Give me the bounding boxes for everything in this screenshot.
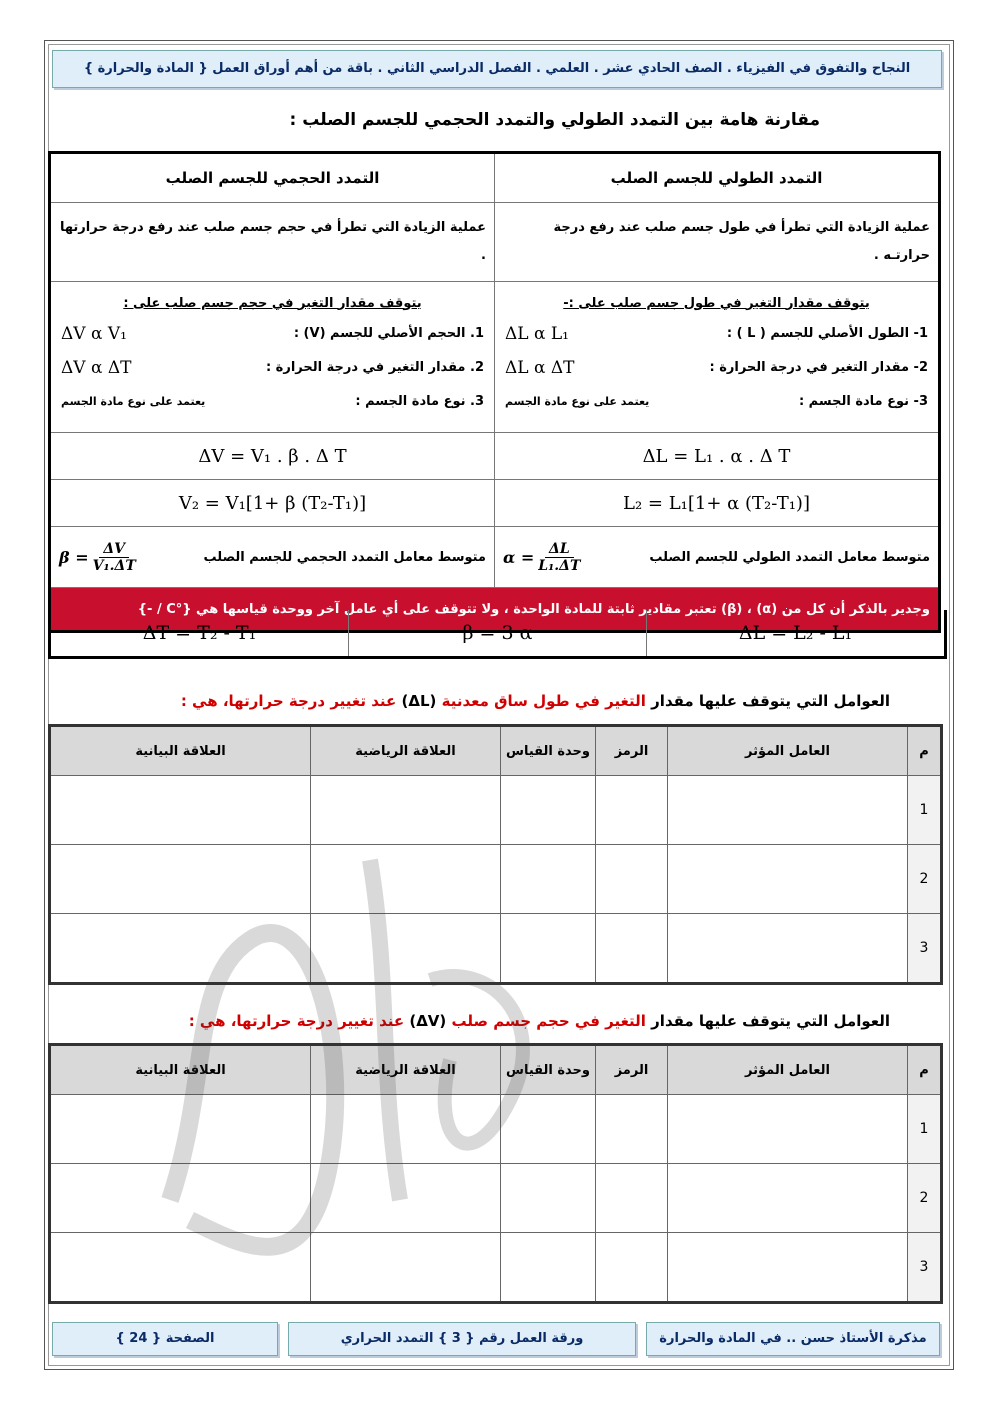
footer-page-number: الصفحة { 24 } <box>52 1322 278 1356</box>
volume-factors <box>50 282 495 433</box>
answer-cell[interactable] <box>50 914 311 984</box>
table-row: 3 <box>50 914 942 984</box>
col-index: م <box>908 1045 942 1095</box>
volume-factor-3: 3. نوع مادة الجسم : يعتمد على نوع مادة الجسم <box>61 394 484 409</box>
linear-factors-title: يتوقف مقدار التغير في طول جسم صلب على :- <box>563 295 870 311</box>
linear-factors-table <box>48 724 943 985</box>
answer-cell[interactable] <box>596 1095 668 1164</box>
answer-cell[interactable] <box>311 776 501 845</box>
answer-cell[interactable] <box>501 1095 596 1164</box>
answer-cell[interactable] <box>50 1233 311 1303</box>
linear-factor-2: 2- مقدار التغير في درجة الحرارة : ΔL α ΔT <box>505 357 928 378</box>
volume-factors-title: يتوقف مقدار التغير في حجم جسم صلب على : <box>123 295 422 311</box>
answer-cell[interactable] <box>50 845 311 914</box>
table-row: 1 <box>50 1095 942 1164</box>
footer-middle: ورقة العمل رقم { 3 } التمدد الحراري <box>288 1322 636 1356</box>
footer-left: مذكرة الأستاذ حسن .. في المادة والحرارة <box>646 1322 940 1356</box>
page-header: النجاح والتفوق في الفيزياء . الصف الحادي عشر . العلمي . الفصل الدراسي الثاني . باقة من أهم أوراق العمل { المادة والحرارة } <box>52 50 942 88</box>
volume-factor-1: 1. الحجم الأصلي للجسم (V) : ΔV α V₁ <box>61 323 484 344</box>
volume-avg-label: متوسط معامل التمدد الحجمي للجسم الصلب <box>203 549 486 565</box>
answer-cell[interactable] <box>668 845 908 914</box>
linear-definition: عملية الزيادة التي تطرأ في طول جسم صلب عند رفع درجة حرارتـه . <box>495 203 940 282</box>
col-unit: وحدة القياس <box>501 726 596 776</box>
volume-equation-1: ΔV = V₁ . β . Δ T <box>50 433 495 480</box>
answer-cell[interactable] <box>668 1164 908 1233</box>
col-factor: العامل المؤثر <box>668 726 908 776</box>
summary-delta-t: ΔT = T₂ - T₁ <box>142 622 257 644</box>
section1-heading: العوامل التي يتوقف عليها مقدار التغير في طول ساق معدنية (ΔL) عند تغيير درجة حرارتها، هي : <box>180 692 890 710</box>
linear-factor-3: 3- نوع مادة الجسم : يعتمد على نوع مادة الجسم <box>505 394 928 409</box>
answer-cell[interactable] <box>596 1164 668 1233</box>
col-unit: وحدة القياس <box>501 1045 596 1095</box>
answer-cell[interactable] <box>501 1164 596 1233</box>
col-symbol: الرمز <box>596 726 668 776</box>
answer-cell[interactable] <box>501 845 596 914</box>
answer-cell[interactable] <box>668 776 908 845</box>
col-graph: العلاقة البيانية <box>50 726 311 776</box>
answer-cell[interactable] <box>50 1164 311 1233</box>
answer-cell[interactable] <box>668 914 908 984</box>
linear-factors <box>495 282 940 433</box>
answer-cell[interactable] <box>311 1095 501 1164</box>
summary-delta-l: ΔL = L₂ - L₁ <box>646 610 944 656</box>
table-row: 3 <box>50 1233 942 1303</box>
col-math: العلاقة الرياضية <box>311 726 501 776</box>
answer-cell[interactable] <box>311 1233 501 1303</box>
answer-cell[interactable] <box>50 776 311 845</box>
table-row: 2 <box>50 845 942 914</box>
linear-factor-1: 1- الطول الأصلي للجسم ( L ) : ΔL α L₁ <box>505 323 928 344</box>
answer-cell[interactable] <box>596 914 668 984</box>
answer-cell[interactable] <box>311 1164 501 1233</box>
linear-heading: التمدد الطولي للجسم الصلب <box>495 153 940 203</box>
volume-factor-2: 2. مقدار التغير في درجة الحرارة : ΔV α ΔT <box>61 357 484 378</box>
linear-avg-label: متوسط معامل التمدد الطولي للجسم الصلب <box>649 549 930 565</box>
comparison-table <box>48 151 941 633</box>
answer-cell[interactable] <box>50 1095 311 1164</box>
volume-average-coefficient <box>50 527 495 588</box>
answer-cell[interactable] <box>596 1233 668 1303</box>
col-index: م <box>908 726 942 776</box>
volume-heading: التمدد الحجمي للجسم الصلب <box>50 153 495 203</box>
summary-row <box>48 610 947 659</box>
answer-cell[interactable] <box>668 1233 908 1303</box>
alpha-formula: α = $\frac{\Delta L}{\text{L₁.ΔT}}$ <box>503 540 581 574</box>
linear-equation-1: ΔL = L₁ . α . Δ T <box>495 433 940 480</box>
col-factor: العامل المؤثر <box>668 1045 908 1095</box>
page-title: مقارنة هامة بين التمدد الطولي والتمدد الحجمي للجسم الصلب : <box>289 110 820 130</box>
answer-cell[interactable] <box>311 845 501 914</box>
constants-note: وجدير بالذكر أن كل من (α) ، (β) تعتبر مقادير ثابتة للمادة الواحدة ، ولا تتوقف على أي عامل آخر ووحدة قياسها هي {°C / -} <box>50 588 940 632</box>
beta-formula: β = $\frac{\Delta V}{\text{V₁.ΔT}}$ <box>59 540 136 574</box>
section2-heading: العوامل التي يتوقف عليها مقدار التغير في حجم جسم صلب (ΔV) عند تغيير درجة حرارتها، هي : <box>188 1012 890 1030</box>
answer-cell[interactable] <box>311 914 501 984</box>
answer-cell[interactable] <box>668 1095 908 1164</box>
col-symbol: الرمز <box>596 1045 668 1095</box>
volume-equation-2: V₂ = V₁[1+ β (T₂-T₁)] <box>50 480 495 527</box>
linear-equation-2: L₂ = L₁[1+ α (T₂-T₁)] <box>495 480 940 527</box>
answer-cell[interactable] <box>501 776 596 845</box>
answer-cell[interactable] <box>596 845 668 914</box>
col-math: العلاقة الرياضية <box>311 1045 501 1095</box>
table-row: 1 <box>50 776 942 845</box>
answer-cell[interactable] <box>596 776 668 845</box>
table-row: 2 <box>50 1164 942 1233</box>
volume-factors-table <box>48 1043 943 1304</box>
col-graph: العلاقة البيانية <box>50 1045 311 1095</box>
linear-average-coefficient <box>495 527 940 588</box>
answer-cell[interactable] <box>501 914 596 984</box>
summary-beta: β = 3 α <box>348 610 646 656</box>
volume-definition: عملية الزيادة التي تطرأ في حجم جسم صلب عند رفع درجة حرارتها . <box>50 203 495 282</box>
answer-cell[interactable] <box>501 1233 596 1303</box>
